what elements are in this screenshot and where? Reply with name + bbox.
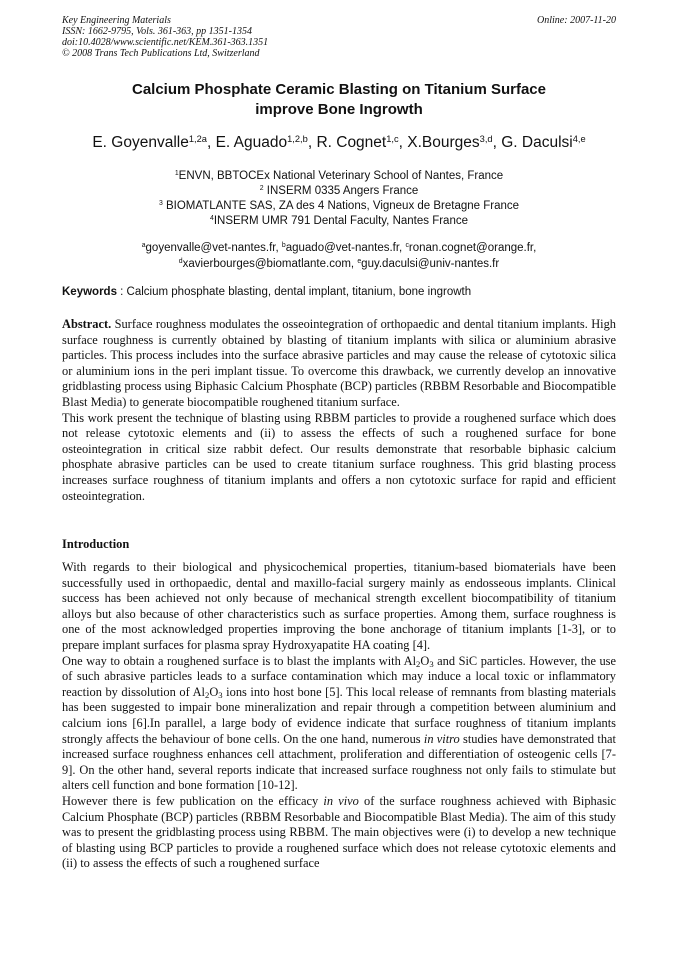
abstract-paragraph-1: Abstract. Surface roughness modulates the osseointegration of orthopaedic and dental titanium implants. High surface roughness is currently obtained by blasting of titanium implants with silica or aluminium abrasive particles. This process includes into the surface abrasive particles and may cause the release of cytotoxic silica or aluminium ions in the peri implant tissue. To overcome this drawback, we currently develop an innovative gridblasting process using Biphasic Calcium Phosphate (BCP) particles (RBBM Resorbable and Biocompatible Blast Media) to generate biocompatible roughened titanium surface.: [62, 317, 616, 409]
title-line-2: improve Bone Ingrowth: [255, 101, 423, 118]
email-link[interactable]: aguado@vet-nantes.fr,: [285, 242, 406, 254]
section-heading-introduction: Introduction: [62, 537, 130, 551]
doi-line: doi:10.4028/www.scientific.net/KEM.361-363.1351: [62, 37, 269, 48]
intro-paragraph-2: One way to obtain a roughened surface is to blast the implants with $Al_2O_3$ and SiC particles. However, the use of such abrasive particles leads to a surface contamination which may induce a local toxic or inflammatory reaction by dissolution of $Al_2O_3$ ions into host bone [5]. This local release of remnants from blasting materials has been suggested to impair bone mineralization and repair through a competition between aluminium and calcium ions [6].In parallel, a large body of evidence indicate that surface roughness of titanium implants strongly affects the behaviour of bone cells. On the one hand, numerous in vitro studies have demonstrated that increased surface roughness enhances cell attachment, proliferation and differentiation of osteogenic cells [7-9]. On the other hand, several reports indicate that increased surface roughness not only fails to stimulate but alters cell function and bone formation [10-12].: [62, 653, 616, 793]
author: X.Bourges$^{3,d}$,: [407, 133, 502, 151]
affiliation: $^2$ INSERM 0335 Angers France: [259, 185, 419, 197]
keywords: [62, 284, 616, 300]
email-link[interactable]: goyenvalle@vet-nantes.fr,: [145, 242, 282, 254]
affiliation: $^3$ BIOMATLANTE SAS, ZA des 4 Nations, Vigneux de Bretagne France: [158, 200, 520, 212]
abstract-label: Abstract.: [62, 317, 112, 331]
author-list: [62, 133, 616, 153]
author: G. Daculsi$^{4,e}$: [501, 133, 586, 151]
title-line-1: Calcium Phosphate Ceramic Blasting on Titanium Surface: [132, 81, 546, 98]
paper-title: [62, 80, 616, 120]
email-list: [62, 240, 616, 272]
abstract-paragraph-2: This work present the technique of blasting using RBBM particles to provide a roughened surface which does not release cytotoxic elements and (ii) to assess the effects of such a roughened surface for bone osteointegration in critical size rabbit defect. Our results demonstrate that resorbable biphasic calcium phosphate abrasive particles can be used to create titanium surface roughness. This grid blasting process increases surface roughness of titanium implants and offers a non cytotoxic surface for rapid and efficient osteointegration.: [62, 410, 616, 503]
affiliation-list: [62, 169, 616, 229]
keywords-label: Keywords: [62, 286, 117, 298]
email-link[interactable]: guy.daculsi@univ-nantes.fr: [361, 258, 500, 270]
abstract-section: [62, 317, 616, 504]
intro-paragraph-1: With regards to their biological and physicochemical properties, titanium-based biomaterials have been successfully used in orthopaedic, dental and maxillo-facial surgery mainly as endosseous implants. Clinical success has been achieved not only because of mechanical strength excellent biocompatibility of titanium alloys but also because of other characteristics such as surface properties. Among them, surface roughness is one of the most acknowledged properties improving the bone anchorage of titanium implants [1-3], or to prepare implant surfaces for plasma spray Hydroxyapatite HA coating [4].: [62, 560, 616, 652]
online-date: Online: 2007-11-20: [537, 15, 616, 26]
issn-line: ISSN: 1662-9795, Vols. 361-363, pp 1351-1354: [62, 26, 252, 37]
affiliation: $^4$INSERM UMR 791 Dental Faculty, Nantes France: [210, 215, 468, 227]
email-link[interactable]: xavierbourges@biomatlante.com,: [182, 258, 358, 270]
journal-name: Key Engineering Materials: [62, 15, 171, 26]
author: R. Cognet$^{1,c}$,: [316, 133, 408, 151]
email-link[interactable]: ronan.cognet@orange.fr,: [408, 242, 537, 254]
journal-header: [62, 15, 616, 59]
affiliation: $^1$ENVN, BBTOCEx National Veterinary School of Nantes, France: [174, 170, 504, 182]
email-line-2: $^d$xavierbourges@biomatlante.com, $^e$guy.daculsi@univ-nantes.fr: [178, 258, 500, 270]
keywords-text: : Calcium phosphate blasting, dental implant, titanium, bone ingrowth: [116, 286, 472, 298]
author: E. Aguado$^{1,2,b}$,: [215, 133, 317, 151]
email-line-1: $^a$goyenvalle@vet-nantes.fr, $^b$aguado@vet-nantes.fr, $^c$ronan.cognet@orange.fr,: [141, 242, 537, 254]
copyright-line: © 2008 Trans Tech Publications Ltd, Switzerland: [62, 48, 260, 59]
introduction-section: [62, 560, 616, 872]
intro-paragraph-3: However there is few publication on the efficacy in vivo of the surface roughness achieved with Biphasic Calcium Phosphate (BCP) particles (RBBM Resorbable and Biocompatible Blast Media). The aim of this study was to present the gridblasting process using RBBM. The main objectives were (i) to develop a new technique of blasting using BCP particles to provide a roughened surface which does not release cytotoxic elements and (ii) to assess the effects of such a roughened surface: [62, 793, 617, 871]
author: E. Goyenvalle$^{1,2a}$,: [92, 133, 216, 151]
